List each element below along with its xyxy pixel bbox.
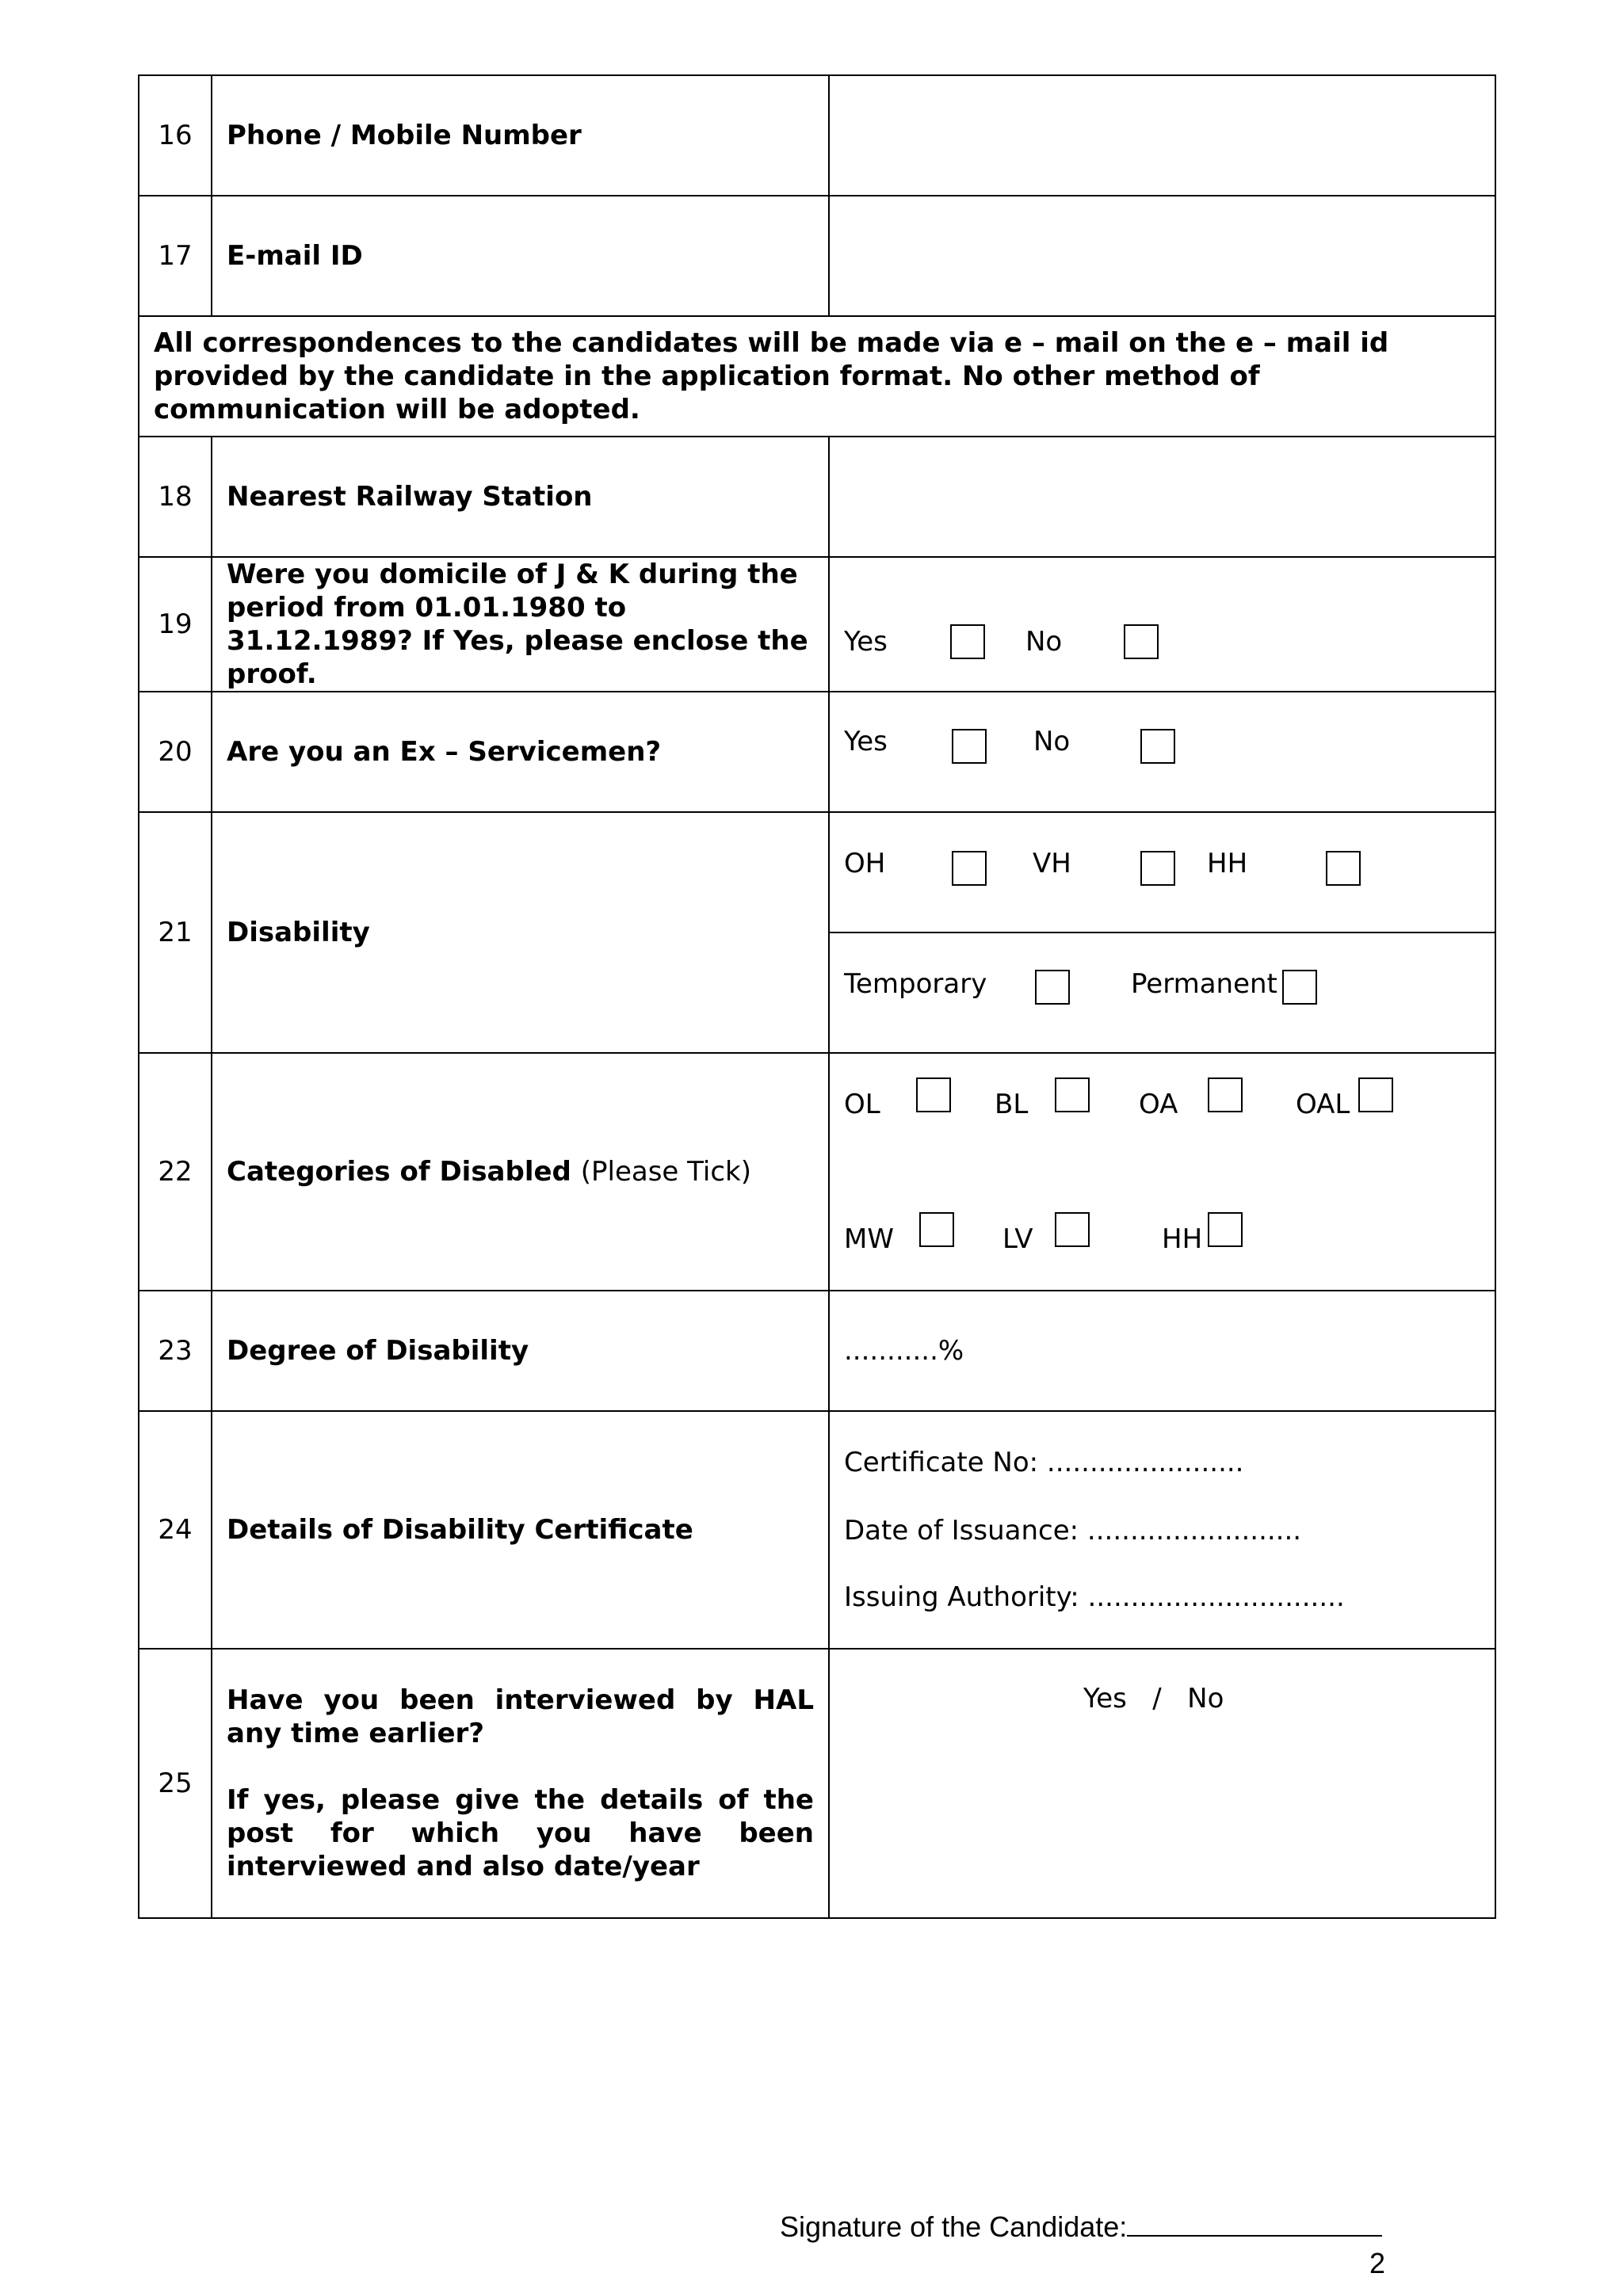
disabled-categories-title: Categories of Disabled: [227, 1156, 571, 1188]
oal-label: OAL: [1296, 1089, 1350, 1120]
email-label: E-mail ID: [212, 196, 829, 316]
previous-interview-label: [212, 1649, 829, 1918]
hh-label: HH: [1207, 848, 1248, 879]
row-number: 17: [139, 196, 212, 316]
mw-label: MW: [844, 1223, 894, 1255]
oa-checkbox[interactable]: [1208, 1077, 1243, 1112]
signature-label: Signature of the Candidate:: [780, 2210, 1128, 2243]
row-previous-interview: [139, 1649, 1495, 1918]
phone-label: Phone / Mobile Number: [212, 75, 829, 196]
disabled-categories-options: [829, 1053, 1495, 1291]
row-number: 16: [139, 75, 212, 196]
railway-field[interactable]: [829, 437, 1495, 557]
yes-label: Yes: [844, 626, 888, 658]
row-degree-of-disability: [139, 1291, 1495, 1411]
permanent-label: Permanent: [1131, 968, 1277, 1000]
no-label: No: [1025, 626, 1063, 658]
hh-checkbox[interactable]: [1326, 851, 1361, 886]
disability-certificate-label: Details of Disability Certificate: [212, 1411, 829, 1649]
application-form-table: [138, 74, 1496, 1919]
row-phone: [139, 75, 1495, 196]
bl-label: BL: [995, 1089, 1029, 1120]
phone-field[interactable]: [829, 75, 1495, 196]
row-number: 21: [139, 812, 212, 1053]
disability-label: Disability: [212, 812, 829, 1053]
vh-label: VH: [1033, 848, 1071, 879]
oa-label: OA: [1139, 1089, 1178, 1120]
email-field[interactable]: [829, 196, 1495, 316]
oal-checkbox[interactable]: [1358, 1077, 1393, 1112]
disability-duration-options: [829, 933, 1495, 1053]
hh-label: HH: [1162, 1223, 1203, 1255]
previous-interview-instruction: If yes, please give the details of the post for which you have been interviewed and also date/year: [227, 1784, 814, 1882]
ex-servicemen-yes-checkbox[interactable]: [952, 729, 987, 764]
oh-checkbox[interactable]: [952, 851, 987, 886]
row-number: 24: [139, 1411, 212, 1649]
email-notice: All correspondences to the candidates will be made via e – mail on the e – mail id provided by the candidate in the application format. No other method of communication will be adopted.: [139, 316, 1495, 437]
row-number: 25: [139, 1649, 212, 1918]
yes-label: Yes: [844, 726, 888, 757]
certificate-number-field[interactable]: Certificate No: .......................: [844, 1447, 1244, 1478]
ex-servicemen-label: Are you an Ex – Servicemen?: [212, 692, 829, 812]
mw-checkbox[interactable]: [919, 1212, 954, 1247]
vh-checkbox[interactable]: [1140, 851, 1175, 886]
temporary-checkbox[interactable]: [1035, 970, 1070, 1005]
issuing-authority-field[interactable]: Issuing Authority: ..............................: [844, 1581, 1345, 1613]
jk-domicile-label: Were you domicile of J & K during the period from 01.01.1980 to 31.12.1989? If Yes, please enclose the proof.: [212, 557, 829, 692]
lv-checkbox[interactable]: [1055, 1212, 1090, 1247]
row-notice: [139, 316, 1495, 437]
bl-checkbox[interactable]: [1055, 1077, 1090, 1112]
disability-certificate-details: [829, 1411, 1495, 1649]
oh-label: OH: [844, 848, 886, 879]
degree-percent-placeholder: ...........%: [844, 1335, 964, 1367]
row-disabled-categories: [139, 1053, 1495, 1291]
jk-yes-checkbox[interactable]: [950, 624, 985, 659]
issuance-date-field[interactable]: Date of Issuance: .........................: [844, 1515, 1302, 1547]
page-number: 2: [1369, 2247, 1386, 2279]
row-number: 22: [139, 1053, 212, 1291]
ex-servicemen-options: [829, 692, 1495, 812]
ol-checkbox[interactable]: [916, 1077, 951, 1112]
row-jk-domicile: [139, 557, 1495, 692]
no-label: No: [1033, 726, 1071, 757]
row-disability-certificate: [139, 1411, 1495, 1649]
ex-servicemen-no-checkbox[interactable]: [1140, 729, 1175, 764]
row-railway: [139, 437, 1495, 557]
railway-label: Nearest Railway Station: [212, 437, 829, 557]
previous-interview-answer: [829, 1649, 1495, 1918]
jk-no-checkbox[interactable]: [1124, 624, 1159, 659]
row-disability: [139, 812, 1495, 933]
yes-no-option[interactable]: Yes / No: [1083, 1683, 1224, 1714]
temporary-label: Temporary: [844, 968, 987, 1000]
permanent-checkbox[interactable]: [1282, 970, 1317, 1005]
row-email: [139, 196, 1495, 316]
jk-domicile-options: [829, 557, 1495, 692]
row-number: 18: [139, 437, 212, 557]
previous-interview-question: Have you been interviewed by HAL any time earlier?: [227, 1684, 814, 1749]
degree-of-disability-field[interactable]: [829, 1291, 1495, 1411]
row-ex-servicemen: [139, 692, 1495, 812]
disabled-categories-label: [212, 1053, 829, 1291]
please-tick-note: (Please Tick): [580, 1156, 751, 1188]
hh-category-checkbox[interactable]: [1208, 1212, 1243, 1247]
ol-label: OL: [844, 1089, 880, 1120]
degree-of-disability-label: Degree of Disability: [212, 1291, 829, 1411]
signature-line[interactable]: [1127, 2211, 1382, 2237]
signature-area: [780, 2210, 1382, 2244]
row-number: 19: [139, 557, 212, 692]
lv-label: LV: [1002, 1223, 1033, 1255]
row-number: 23: [139, 1291, 212, 1411]
row-number: 20: [139, 692, 212, 812]
disability-type-options: [829, 812, 1495, 933]
